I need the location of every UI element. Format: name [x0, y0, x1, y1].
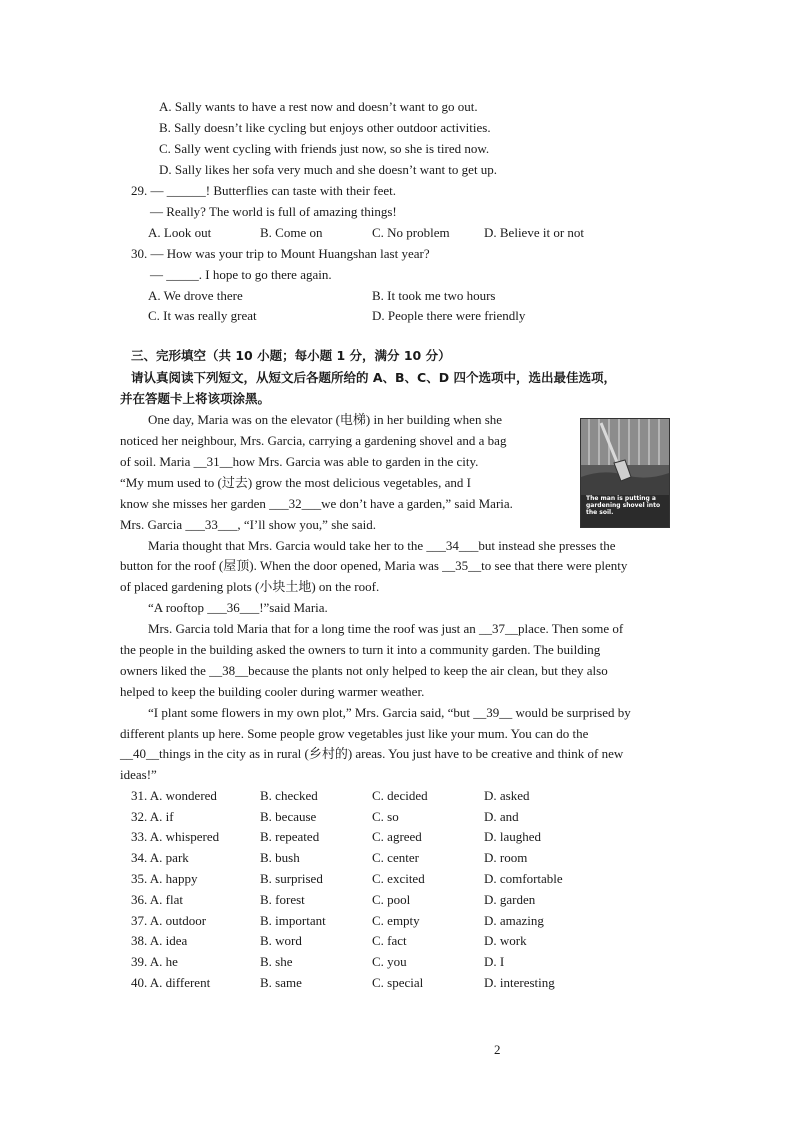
- option-40-d: D. interesting: [484, 975, 555, 990]
- option-38-b: B. word: [260, 933, 302, 948]
- option-37-a: 37. A. outdoor: [131, 913, 207, 928]
- q30-option-b: B. It took me two hours: [372, 288, 496, 303]
- option-31-a: 31. A. wondered: [131, 788, 217, 803]
- option-33-a: 33. A. whispered: [131, 829, 220, 844]
- option-38-c: C. fact: [372, 933, 407, 948]
- option-34-c: C. center: [372, 850, 419, 865]
- passage-line: “My mum used to (过去) grow the most delicious vegetables, and I: [120, 475, 471, 490]
- passage-line: different plants up here. Some people grow vegetables just like your mum. You can do the: [120, 726, 589, 741]
- option-34-a: 34. A. park: [131, 850, 189, 865]
- passage-line: “I plant some flowers in my own plot,” Mrs. Garcia said, “but __39__ would be surprised by: [148, 705, 631, 720]
- q30-option-c: C. It was really great: [148, 308, 257, 323]
- option-37-d: D. amazing: [484, 913, 544, 928]
- option-33-b: B. repeated: [260, 829, 320, 844]
- option-36-a: 36. A. flat: [131, 892, 183, 907]
- option-34-d: D. room: [484, 850, 528, 865]
- option-39-c: C. you: [372, 954, 407, 969]
- passage-line: of soil. Maria __31__how Mrs. Garcia was able to garden in the city.: [120, 454, 479, 469]
- option-40-b: B. same: [260, 975, 302, 990]
- q29-option-d: D. Believe it or not: [484, 225, 585, 240]
- passage-line: of placed gardening plots (小块土地) on the roof.: [120, 579, 380, 594]
- q29-option-b: B. Come on: [260, 225, 323, 240]
- gardening-illustration: [580, 418, 670, 528]
- option-39-a: 39. A. he: [131, 954, 178, 969]
- q28-option-d: D. Sally likes her sofa very much and she doesn’t want to get up.: [159, 162, 498, 177]
- q29-option-a: A. Look out: [148, 225, 212, 240]
- option-35-c: C. excited: [372, 871, 425, 886]
- option-40-a: 40. A. different: [131, 975, 211, 990]
- option-33-c: C. agreed: [372, 829, 422, 844]
- passage-line: owners liked the __38__because the plants not only helped to keep the air clean, but they also: [120, 663, 608, 678]
- option-35-d: D. comfortable: [484, 871, 563, 886]
- option-32-d: D. and: [484, 809, 519, 824]
- q29-response: — Really? The world is full of amazing things!: [150, 204, 397, 219]
- option-32-c: C. so: [372, 809, 399, 824]
- option-35-b: B. surprised: [260, 871, 323, 886]
- q29-option-c: C. No problem: [372, 225, 450, 240]
- passage-line: the people in the building asked the owners to turn it into a community garden. The building: [120, 642, 601, 657]
- option-37-c: C. empty: [372, 913, 420, 928]
- option-31-c: C. decided: [372, 788, 428, 803]
- option-32-a: 32. A. if: [131, 809, 174, 824]
- page-number: 2: [494, 1042, 501, 1057]
- option-31-b: B. checked: [260, 788, 318, 803]
- q30-option-a: A. We drove there: [148, 288, 243, 303]
- q28-option-c: C. Sally went cycling with friends just now, so she is tired now.: [159, 141, 490, 156]
- q28-option-b: B. Sally doesn’t like cycling but enjoys other outdoor activities.: [159, 120, 491, 135]
- q29-question: 29. — ______! Butterflies can taste with their feet.: [131, 183, 396, 198]
- passage-line: ideas!”: [120, 767, 157, 782]
- option-33-d: D. laughed: [484, 829, 542, 844]
- q28-option-a: A. Sally wants to have a rest now and doesn’t want to go out.: [159, 99, 478, 114]
- passage-line: Mrs. Garcia ___33___, “I’ll show you,” she said.: [120, 517, 376, 532]
- option-34-b: B. bush: [260, 850, 300, 865]
- option-32-b: B. because: [260, 809, 317, 824]
- q30-question: 30. — How was your trip to Mount Huangshan last year?: [131, 246, 430, 261]
- q30-response: — _____. I hope to go there again.: [150, 267, 332, 282]
- option-31-d: D. asked: [484, 788, 530, 803]
- section-title: 三、完形填空（共 10 小题；每小题 1 分，满分 10 分）: [131, 348, 451, 363]
- option-39-b: B. she: [260, 954, 293, 969]
- option-35-a: 35. A. happy: [131, 871, 198, 886]
- passage-line: Mrs. Garcia told Maria that for a long time the roof was just an __37__place. Then some of: [148, 621, 624, 636]
- passage-line: know she misses her garden ___32___we don’t have a garden,” said Maria.: [120, 496, 513, 511]
- option-37-b: B. important: [260, 913, 326, 928]
- passage-line: button for the roof (屋顶). When the door opened, Maria was __35__to see that there were plenty: [120, 558, 628, 573]
- passage-line: “A rooftop ___36___!”said Maria.: [148, 600, 328, 615]
- illustration-caption: The man is putting a gardening shovel into the soil.: [586, 495, 661, 516]
- section-instruction-1: 请认真阅读下列短文，从短文后各题所给的 A、B、C、D 四个选项中，选出最佳选项，: [131, 370, 616, 385]
- passage-line: Maria thought that Mrs. Garcia would take her to the ___34___but instead she presses the: [148, 538, 616, 553]
- option-36-b: B. forest: [260, 892, 305, 907]
- passage-line: One day, Maria was on the elevator (电梯) in her building when she: [148, 412, 503, 427]
- q30-option-d: D. People there were friendly: [372, 308, 526, 323]
- option-38-a: 38. A. idea: [131, 933, 188, 948]
- option-40-c: C. special: [372, 975, 424, 990]
- section-instruction-2: 并在答题卡上将该项涂黑。: [120, 391, 271, 406]
- passage-line: helped to keep the building cooler during warmer weather.: [120, 684, 425, 699]
- option-36-c: C. pool: [372, 892, 411, 907]
- passage-line: __40__things in the city as in rural (乡村的) areas. You just have to be creative and think of new: [120, 746, 624, 761]
- option-36-d: D. garden: [484, 892, 536, 907]
- passage-line: noticed her neighbour, Mrs. Garcia, carrying a gardening shovel and a bag: [120, 433, 507, 448]
- option-39-d: D. I: [484, 954, 505, 969]
- option-38-d: D. work: [484, 933, 527, 948]
